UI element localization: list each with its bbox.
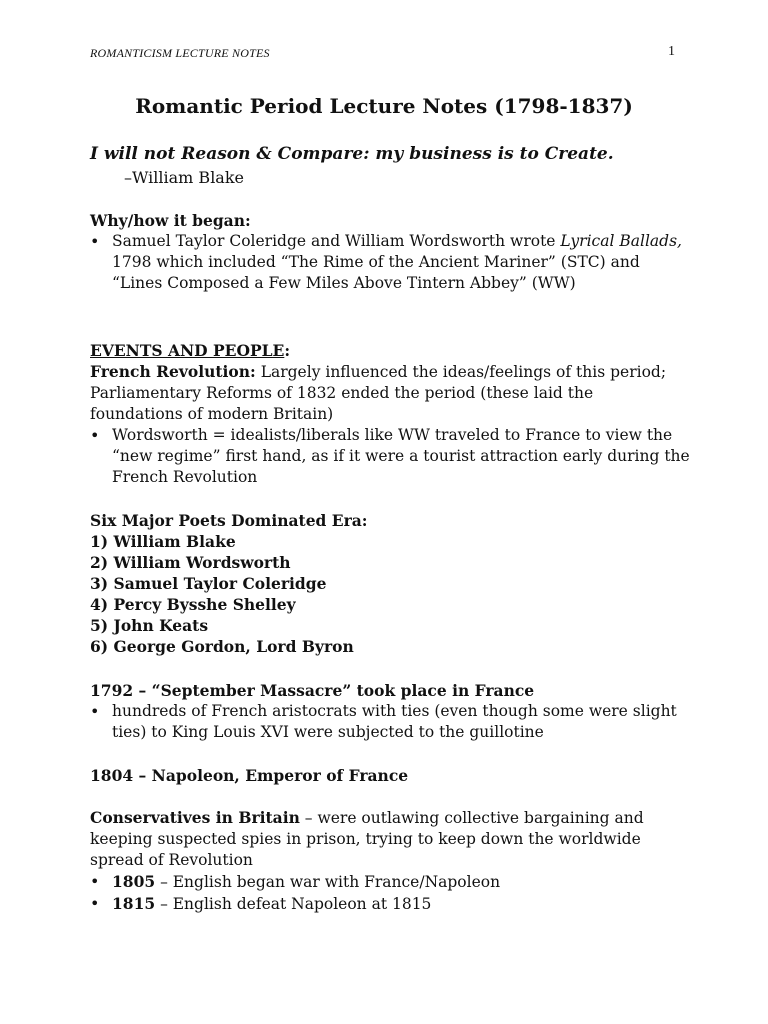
list-item: 2) William Wordsworth (90, 553, 291, 572)
section-heading: Why/how it began: (90, 211, 251, 230)
bullet-list (90, 425, 690, 488)
bullet-list (90, 231, 690, 294)
paragraph: French Revolution: Largely influenced the ideas/feelings of this period; Parliamentary Reforms of 1832 ended the period (these laid the foundations of modern Britain) (90, 362, 667, 423)
list-item: • Samuel Taylor Coleridge and William Wordsworth wrote Lyrical Ballads, 1798 which included “The Rime of the Ancient Mariner” (STC) and “Lines Composed a Few Miles Above Tintern Abbey” (WW) (90, 231, 690, 294)
section-events (90, 340, 690, 488)
list-item: 1) William Blake (90, 532, 236, 551)
section-heading: 1804 – Napoleon, Emperor of France (90, 766, 409, 785)
book-title: Lyrical Ballads, (560, 232, 682, 250)
section-heading: 1792 – “September Massacre” took place in France (90, 681, 535, 700)
section-massacre (90, 680, 690, 743)
list-item: 6) George Gordon, Lord Byron (90, 637, 354, 656)
section-heading: EVENTS AND PEOPLE: (90, 341, 291, 360)
list-item: • hundreds of French aristocrats with ties (even though some were slight ties) to King Louis XVI were subjected to the guillotine (90, 701, 690, 743)
page-number: 1 (668, 44, 675, 59)
list-item: • 1815 – English defeat Napoleon at 1815 (90, 893, 690, 915)
section-why (90, 210, 690, 294)
running-head: ROMANTICISM LECTURE NOTES (90, 46, 270, 60)
list-item: 5) John Keats (90, 616, 209, 635)
list-item: 3) Samuel Taylor Coleridge (90, 574, 327, 593)
section-poets (90, 510, 690, 657)
list-item: • Wordsworth = idealists/liberals like WW traveled to France to view the “new regime” first hand, as if it were a tourist attraction early during the French Revolution (90, 425, 690, 488)
epigraph-author: –William Blake (124, 168, 245, 187)
bullet-list (90, 701, 690, 743)
bullet-list (90, 871, 690, 915)
list-item: 4) Percy Bysshe Shelley (90, 595, 296, 614)
paragraph: Conservatives in Britain – were outlawing collective bargaining and keeping suspected spies in prison, trying to keep down the worldwide spread of Revolution (90, 808, 644, 869)
section-heading: Six Major Poets Dominated Era: (90, 511, 368, 530)
list-item: • 1805 – English began war with France/Napoleon (90, 871, 690, 893)
section-napoleon (90, 765, 690, 786)
epigraph-quote: I will not Reason & Compare: my business is to Create. (90, 144, 614, 164)
document-title: Romantic Period Lecture Notes (1798-1837) (135, 94, 633, 118)
section-conservatives (90, 807, 690, 915)
